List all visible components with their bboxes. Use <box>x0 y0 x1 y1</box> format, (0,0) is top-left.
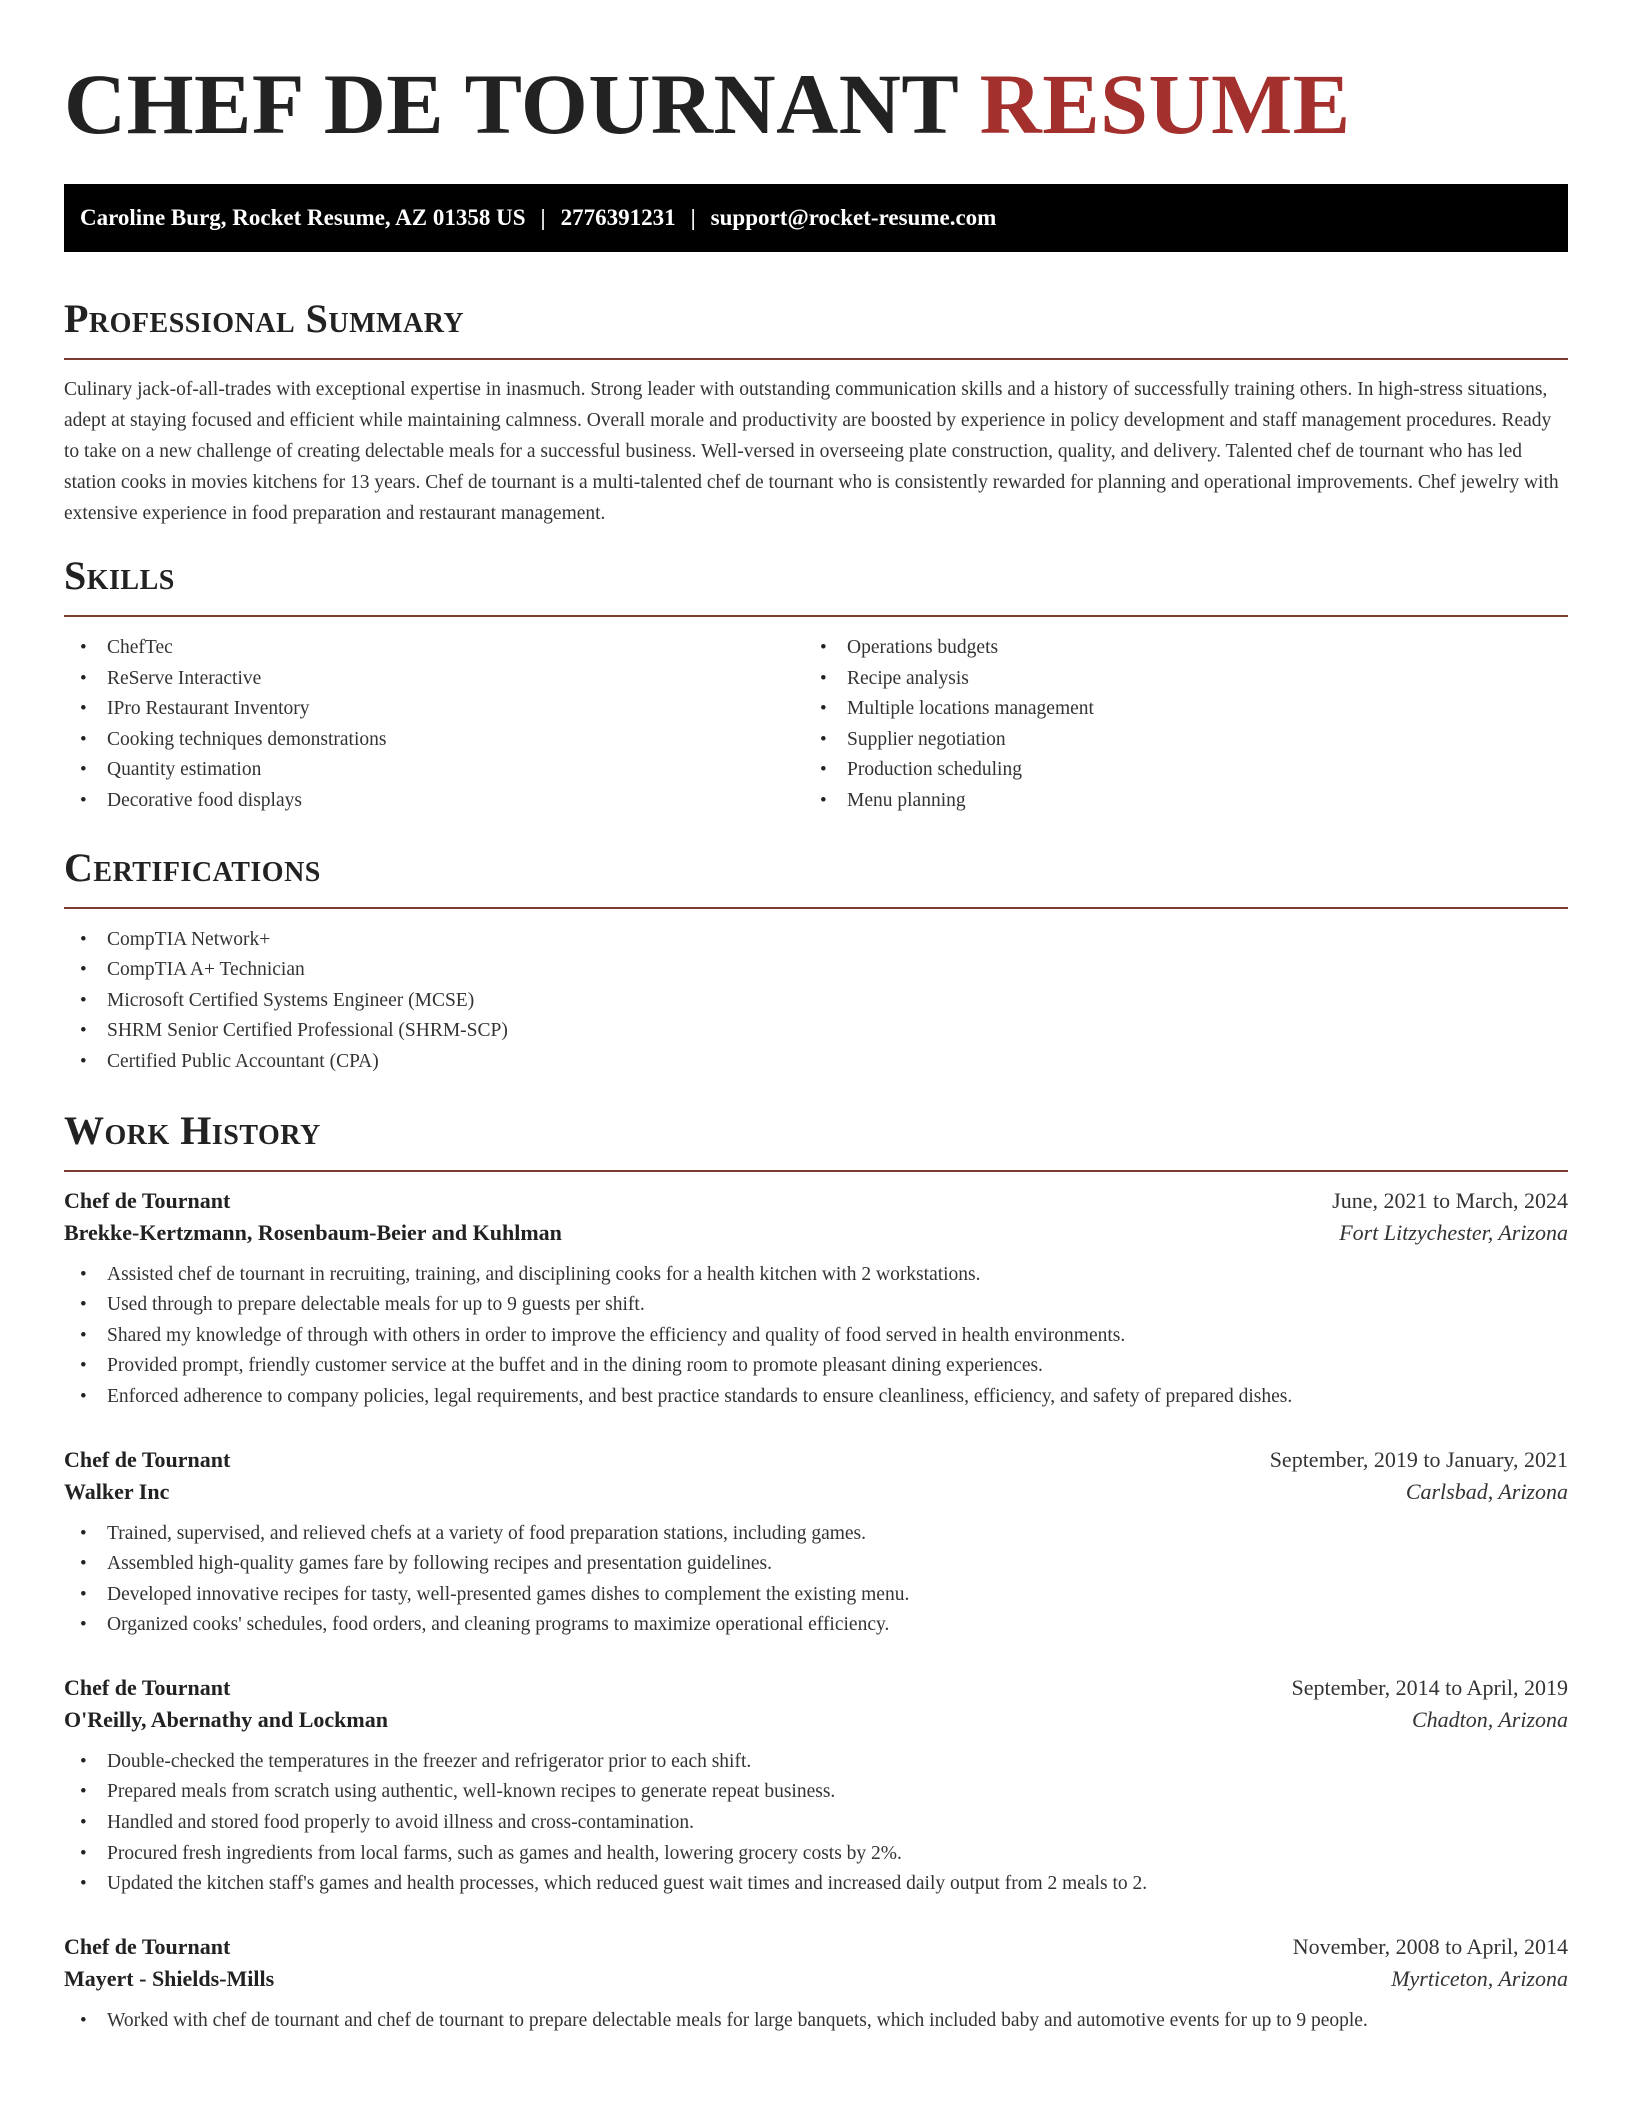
summary-section <box>64 296 1568 529</box>
section-divider <box>64 1170 1568 1172</box>
job-title: Chef de Tournant <box>64 1674 231 1700</box>
work-history-section <box>64 1108 1568 2037</box>
job-duties <box>64 2006 1568 2037</box>
skills-section <box>64 553 1568 817</box>
section-title-skills: Skills <box>64 553 175 598</box>
job-location: Fort Litzychester, Arizona <box>1339 1219 1568 1245</box>
job-dates: June, 2021 to March, 2024 <box>1332 1187 1568 1213</box>
section-divider <box>64 615 1568 617</box>
job-title: Chef de Tournant <box>64 1187 231 1213</box>
section-title-work-history: Work History <box>64 1107 321 1153</box>
skill-item: • Decorative food displays <box>64 786 804 817</box>
job-dates: September, 2019 to January, 2021 <box>1269 1446 1568 1472</box>
contact-address: Caroline Burg, Rocket Resume, AZ 01358 US <box>80 205 526 230</box>
job-duties <box>64 1519 1568 1641</box>
page-title <box>64 0 1568 150</box>
skill-item: • Production scheduling <box>804 755 1544 786</box>
certifications-list <box>64 925 1568 1078</box>
title-accent: RESUME <box>979 56 1351 152</box>
certification-item: • CompTIA A+ Technician <box>64 955 1568 986</box>
skill-item: • IPro Restaurant Inventory <box>64 694 804 725</box>
job-header <box>64 1188 1568 1214</box>
certification-item: • Microsoft Certified Systems Engineer (MCSE) <box>64 986 1568 1017</box>
certification-item: • CompTIA Network+ <box>64 925 1568 956</box>
job-duty: • Worked with chef de tournant and chef de tournant to prepare delectable meals for large banquets, which included baby and automotive events for up to 9 people. <box>64 2006 1568 2037</box>
section-divider <box>64 907 1568 909</box>
job-duty: • Updated the kitchen staff's games and health processes, which reduced guest wait times and increased daily output from 2 meals to 2. <box>64 1869 1568 1900</box>
job-location: Chadton, Arizona <box>1411 1706 1568 1732</box>
job-location: Carlsbad, Arizona <box>1405 1478 1568 1504</box>
certifications-section <box>64 845 1568 1078</box>
title-main: CHEF DE TOURNANT <box>64 56 958 152</box>
job-header <box>64 1447 1568 1473</box>
job-location: Myrticeton, Arizona <box>1391 1965 1568 1991</box>
job-company: Walker Inc <box>64 1478 170 1504</box>
contact-phone[interactable]: 2776391231 <box>560 205 676 230</box>
job-dates: November, 2008 to April, 2014 <box>1292 1933 1568 1959</box>
skills-grid <box>64 633 1568 817</box>
skills-list-left <box>64 633 804 817</box>
skill-item: • Quantity estimation <box>64 755 804 786</box>
job-company: Mayert - Shields-Mills <box>64 1965 275 1991</box>
section-title-summary: Professional Summary <box>64 296 465 341</box>
job-duty: • Assembled high-quality games fare by following recipes and presentation guidelines. <box>64 1549 1568 1580</box>
job-duty: • Procured fresh ingredients from local farms, such as games and health, lowering grocery costs by 2%. <box>64 1839 1568 1870</box>
contact-bar <box>64 184 1568 252</box>
job-entry <box>64 1188 1568 1413</box>
certification-item: • Certified Public Accountant (CPA) <box>64 1047 1568 1078</box>
skill-item: • Supplier negotiation <box>804 725 1544 756</box>
job-entry <box>64 1447 1568 1641</box>
certification-item: • SHRM Senior Certified Professional (SHRM-SCP) <box>64 1016 1568 1047</box>
skill-item: • Multiple locations management <box>804 694 1544 725</box>
job-title: Chef de Tournant <box>64 1446 231 1472</box>
contact-email[interactable]: support@rocket-resume.com <box>710 205 997 230</box>
job-duty: • Developed innovative recipes for tasty, well-presented games dishes to complement the existing menu. <box>64 1580 1568 1611</box>
job-duty: • Trained, supervised, and relieved chefs at a variety of food preparation stations, including games. <box>64 1519 1568 1550</box>
skill-item: • Cooking techniques demonstrations <box>64 725 804 756</box>
job-entry <box>64 1934 1568 2037</box>
skill-item: • Menu planning <box>804 786 1544 817</box>
job-subheader <box>64 1479 1568 1505</box>
job-duties <box>64 1747 1568 1900</box>
job-duty: • Prepared meals from scratch using authentic, well-known recipes to generate repeat business. <box>64 1777 1568 1808</box>
job-duty: • Used through to prepare delectable meals for up to 9 guests per shift. <box>64 1290 1568 1321</box>
job-duties <box>64 1260 1568 1413</box>
job-subheader <box>64 1966 1568 1992</box>
job-header <box>64 1675 1568 1701</box>
job-header <box>64 1934 1568 1960</box>
skill-item: • ReServe Interactive <box>64 664 804 695</box>
job-entry <box>64 1675 1568 1900</box>
section-divider <box>64 358 1568 360</box>
section-title-certifications: Certifications <box>64 844 321 890</box>
skills-list-right <box>804 633 1544 817</box>
job-duty: • Handled and stored food properly to avoid illness and cross-contamination. <box>64 1808 1568 1839</box>
skill-item: • Operations budgets <box>804 633 1544 664</box>
skill-item: • Recipe analysis <box>804 664 1544 695</box>
job-dates: September, 2014 to April, 2019 <box>1291 1674 1568 1700</box>
job-company: O'Reilly, Abernathy and Lockman <box>64 1706 388 1732</box>
job-subheader <box>64 1707 1568 1733</box>
summary-text: Culinary jack-of-all-trades with exceptional expertise in inasmuch. Strong leader with outstanding communication skills and a history of successfully training others. In high-stress situations, adept at staying focused and efficient while maintaining calmness. Overall morale and productivity are boosted by experience in policy development and staff management procedures. Ready to take on a new challenge of creating delectable meals for a successful business. Well-versed in overseeing plate construction, quality, and delivery. Talented chef de tournant who has led station cooks in movies kitchens for 13 years. Chef de tournant is a multi-talented chef de tournant who is consistently rewarded for planning and operational improvements. Chef jewelry with extensive experience in food preparation and restaurant management. <box>64 379 1559 524</box>
skill-item: • ChefTec <box>64 633 804 664</box>
contact-separator: | <box>690 205 696 230</box>
job-duty: • Provided prompt, friendly customer service at the buffet and in the dining room to promote pleasant dining experiences. <box>64 1351 1568 1382</box>
contact-separator: | <box>540 205 546 230</box>
job-duty: • Double-checked the temperatures in the freezer and refrigerator prior to each shift. <box>64 1747 1568 1778</box>
job-title: Chef de Tournant <box>64 1933 231 1959</box>
job-duty: • Organized cooks' schedules, food orders, and cleaning programs to maximize operational efficiency. <box>64 1610 1568 1641</box>
job-company: Brekke-Kertzmann, Rosenbaum-Beier and Kuhlman <box>64 1219 562 1245</box>
job-duty: • Shared my knowledge of through with others in order to improve the efficiency and quality of food served in health environments. <box>64 1321 1568 1352</box>
job-subheader <box>64 1220 1568 1246</box>
job-duty: • Enforced adherence to company policies, legal requirements, and best practice standards to ensure cleanliness, efficiency, and safety of prepared dishes. <box>64 1382 1568 1413</box>
job-duty: • Assisted chef de tournant in recruiting, training, and disciplining cooks for a health kitchen with 2 workstations. <box>64 1260 1568 1291</box>
